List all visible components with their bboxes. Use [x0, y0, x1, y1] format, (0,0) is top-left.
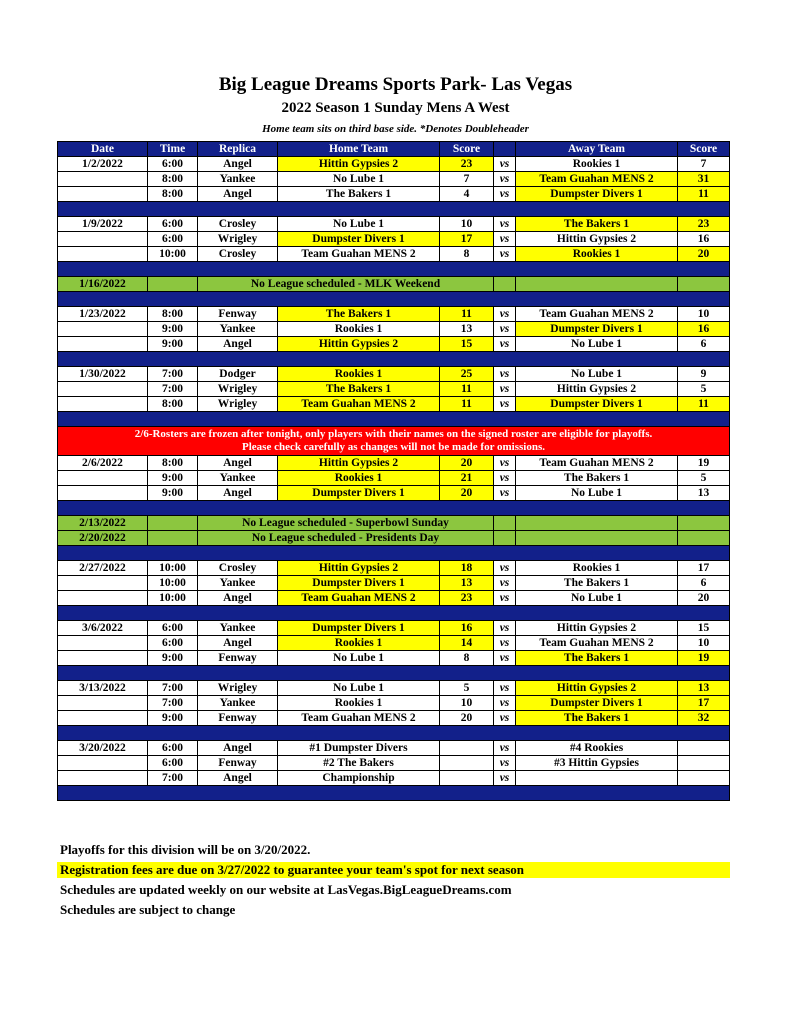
row-home-score: [440, 741, 494, 756]
row-home-score: [440, 771, 494, 786]
row-home-score: 10: [440, 217, 494, 232]
row-away-score: [678, 756, 730, 771]
row-away-team: No Lube 1: [516, 367, 678, 382]
col-home-score: Score: [440, 142, 494, 157]
row-time: 10:00: [148, 576, 198, 591]
game-row: [58, 591, 730, 606]
notice-line-2: Please check carefully as changes will not be made for omissions.: [242, 441, 545, 453]
row-home-score: 23: [440, 157, 494, 172]
row-date: [58, 337, 148, 352]
page-note: Home team sits on third base side. *Denotes Doubleheader: [262, 123, 529, 135]
row-time: 6:00: [148, 741, 198, 756]
row-away-team: #3 Hittin Gypsies: [516, 756, 678, 771]
game-row: [58, 561, 730, 576]
row-away-team: Rookies 1: [516, 247, 678, 262]
row-away-team: The Bakers 1: [516, 651, 678, 666]
row-home-team: No Lube 1: [278, 217, 440, 232]
row-date: 3/13/2022: [58, 681, 148, 696]
game-row: [58, 322, 730, 337]
row-date: [58, 187, 148, 202]
row-vs: vs: [494, 711, 516, 726]
row-away-team: Dumpster Divers 1: [516, 187, 678, 202]
row-home-team: No Lube 1: [278, 651, 440, 666]
col-vs: [494, 142, 516, 157]
row-home-score: 20: [440, 486, 494, 501]
row-vs: vs: [494, 621, 516, 636]
row-date: [58, 486, 148, 501]
row-home-score: [440, 756, 494, 771]
row-vs: vs: [494, 187, 516, 202]
row-away-score: 16: [678, 322, 730, 337]
row-home-score: 4: [440, 187, 494, 202]
row-away-score: 20: [678, 247, 730, 262]
row-replica: Angel: [198, 337, 278, 352]
row-time: 7:00: [148, 696, 198, 711]
row-away-score: 31: [678, 172, 730, 187]
row-away-score: 17: [678, 561, 730, 576]
row-home-score: 11: [440, 397, 494, 412]
row-time: 8:00: [148, 307, 198, 322]
row-home-score: 20: [440, 456, 494, 471]
row-home-score: 21: [440, 471, 494, 486]
row-time: 6:00: [148, 157, 198, 172]
row-date: 3/6/2022: [58, 621, 148, 636]
row-away-score: 5: [678, 471, 730, 486]
row-date: [58, 636, 148, 651]
game-row: [58, 307, 730, 322]
row-away-score: 9: [678, 367, 730, 382]
game-row: [58, 157, 730, 172]
row-away-score: [678, 771, 730, 786]
row-date: [58, 756, 148, 771]
game-row: [58, 711, 730, 726]
row-replica: Yankee: [198, 172, 278, 187]
row-away-team: Rookies 1: [516, 157, 678, 172]
roster-notice-row: [58, 427, 730, 456]
row-away-team: Hittin Gypsies 2: [516, 681, 678, 696]
row-home-team: No Lube 1: [278, 172, 440, 187]
row-home-score: 16: [440, 621, 494, 636]
row-away-score: 7: [678, 157, 730, 172]
game-row: [58, 367, 730, 382]
row-home-team: Rookies 1: [278, 636, 440, 651]
row-home-score: 11: [440, 382, 494, 397]
row-vs: vs: [494, 157, 516, 172]
row-away-score: 13: [678, 681, 730, 696]
row-date: [58, 232, 148, 247]
separator-row: [58, 352, 730, 367]
row-away-score: 19: [678, 456, 730, 471]
no-league-text: No League scheduled - Superbowl Sunday: [198, 516, 494, 531]
separator-row: [58, 786, 730, 801]
row-replica: Yankee: [198, 696, 278, 711]
footer-playoffs: Playoffs for this division will be on 3/20/2022.: [60, 842, 311, 857]
row-time: 10:00: [148, 247, 198, 262]
game-row: [58, 337, 730, 352]
row-away-team: #4 Rookies: [516, 741, 678, 756]
game-row: [58, 486, 730, 501]
notice-line-1: 2/6-Rosters are frozen after tonight, only players with their names on the signed roster are eligible for playoffs.: [134, 428, 653, 440]
row-home-score: 23: [440, 591, 494, 606]
row-replica: Angel: [198, 187, 278, 202]
row-time: 8:00: [148, 397, 198, 412]
row-home-score: 25: [440, 367, 494, 382]
row-away-team: Dumpster Divers 1: [516, 322, 678, 337]
row-replica: Wrigley: [198, 681, 278, 696]
game-row: [58, 172, 730, 187]
row-time: 9:00: [148, 651, 198, 666]
row-home-team: #1 Dumpster Divers: [278, 741, 440, 756]
row-vs: vs: [494, 771, 516, 786]
row-home-score: 8: [440, 247, 494, 262]
no-league-row: [58, 516, 730, 531]
row-home-score: 15: [440, 337, 494, 352]
row-date: [58, 397, 148, 412]
row-date: 3/20/2022: [58, 741, 148, 756]
col-home-team: Home Team: [278, 142, 440, 157]
row-date: [58, 382, 148, 397]
row-vs: vs: [494, 651, 516, 666]
row-away-team: Team Guahan MENS 2: [516, 172, 678, 187]
row-time: 10:00: [148, 561, 198, 576]
game-row: [58, 576, 730, 591]
game-row: [58, 471, 730, 486]
page-subtitle: 2022 Season 1 Sunday Mens A West: [281, 100, 510, 116]
row-date: 2/13/2022: [58, 516, 148, 531]
row-time: 9:00: [148, 322, 198, 337]
separator-row: [58, 546, 730, 561]
row-home-team: Hittin Gypsies 2: [278, 157, 440, 172]
separator-row: [58, 262, 730, 277]
game-row: [58, 397, 730, 412]
row-date: 1/2/2022: [58, 157, 148, 172]
row-away-score: [678, 741, 730, 756]
game-row: [58, 741, 730, 756]
row-vs: vs: [494, 471, 516, 486]
game-row: [58, 681, 730, 696]
no-league-text: No League scheduled - MLK Weekend: [198, 277, 494, 292]
no-league-text: No League scheduled - Presidents Day: [198, 531, 494, 546]
row-replica: Angel: [198, 157, 278, 172]
row-date: 1/30/2022: [58, 367, 148, 382]
row-away-score: 10: [678, 636, 730, 651]
row-away-team: No Lube 1: [516, 486, 678, 501]
row-time: 6:00: [148, 621, 198, 636]
row-date: 2/20/2022: [58, 531, 148, 546]
row-time: 6:00: [148, 232, 198, 247]
row-away-team: Dumpster Divers 1: [516, 397, 678, 412]
row-date: [58, 471, 148, 486]
separator-row: [58, 412, 730, 427]
row-away-team: Hittin Gypsies 2: [516, 621, 678, 636]
row-date: [58, 576, 148, 591]
row-date: 1/16/2022: [58, 277, 148, 292]
row-vs: vs: [494, 576, 516, 591]
row-replica: Yankee: [198, 576, 278, 591]
row-vs: vs: [494, 307, 516, 322]
row-away-score: 19: [678, 651, 730, 666]
separator-row: [58, 501, 730, 516]
row-home-score: 20: [440, 711, 494, 726]
row-away-score: 6: [678, 576, 730, 591]
separator-row: [58, 666, 730, 681]
row-vs: vs: [494, 322, 516, 337]
row-time: 7:00: [148, 771, 198, 786]
row-date: [58, 247, 148, 262]
row-away-team: The Bakers 1: [516, 217, 678, 232]
row-home-score: 13: [440, 576, 494, 591]
row-date: 1/9/2022: [58, 217, 148, 232]
row-home-score: 8: [440, 651, 494, 666]
row-away-score: 32: [678, 711, 730, 726]
row-home-team: Rookies 1: [278, 322, 440, 337]
row-replica: Wrigley: [198, 232, 278, 247]
row-away-team: Hittin Gypsies 2: [516, 232, 678, 247]
row-home-score: 11: [440, 307, 494, 322]
col-away-score: Score: [678, 142, 730, 157]
row-date: [58, 711, 148, 726]
row-away-team: The Bakers 1: [516, 471, 678, 486]
row-away-team: The Bakers 1: [516, 576, 678, 591]
row-replica: Fenway: [198, 651, 278, 666]
row-replica: Angel: [198, 636, 278, 651]
row-home-team: #2 The Bakers: [278, 756, 440, 771]
row-away-score: 20: [678, 591, 730, 606]
row-home-team: Championship: [278, 771, 440, 786]
row-away-score: 10: [678, 307, 730, 322]
row-home-score: 13: [440, 322, 494, 337]
row-time: 9:00: [148, 337, 198, 352]
row-vs: vs: [494, 456, 516, 471]
row-vs: vs: [494, 756, 516, 771]
row-away-score: 6: [678, 337, 730, 352]
row-home-score: 7: [440, 172, 494, 187]
row-away-score: 5: [678, 382, 730, 397]
row-away-team: [516, 771, 678, 786]
row-home-score: 17: [440, 232, 494, 247]
game-row: [58, 756, 730, 771]
game-row: [58, 456, 730, 471]
row-away-score: 17: [678, 696, 730, 711]
row-replica: Fenway: [198, 711, 278, 726]
row-away-team: No Lube 1: [516, 337, 678, 352]
row-replica: Fenway: [198, 756, 278, 771]
game-row: [58, 382, 730, 397]
separator-row: [58, 726, 730, 741]
row-home-team: Rookies 1: [278, 367, 440, 382]
row-replica: Wrigley: [198, 397, 278, 412]
row-home-team: Dumpster Divers 1: [278, 486, 440, 501]
no-league-row: [58, 277, 730, 292]
row-away-score: 11: [678, 187, 730, 202]
row-time: 6:00: [148, 636, 198, 651]
col-replica: Replica: [198, 142, 278, 157]
row-vs: vs: [494, 232, 516, 247]
schedule-table: [57, 141, 730, 801]
footer-registration: Registration fees are due on 3/27/2022 to guarantee your team's spot for next season: [57, 862, 730, 878]
row-time: 8:00: [148, 187, 198, 202]
row-home-team: Team Guahan MENS 2: [278, 711, 440, 726]
row-replica: Angel: [198, 456, 278, 471]
row-home-score: 14: [440, 636, 494, 651]
row-time: 10:00: [148, 591, 198, 606]
row-home-team: Team Guahan MENS 2: [278, 247, 440, 262]
row-home-team: The Bakers 1: [278, 382, 440, 397]
separator-row: [58, 202, 730, 217]
row-time: 9:00: [148, 711, 198, 726]
row-time: 6:00: [148, 217, 198, 232]
row-vs: vs: [494, 382, 516, 397]
page-title: Big League Dreams Sports Park- Las Vegas: [218, 74, 573, 95]
schedule-body: [58, 157, 730, 801]
row-time: 7:00: [148, 681, 198, 696]
row-home-team: Team Guahan MENS 2: [278, 591, 440, 606]
row-date: [58, 651, 148, 666]
game-row: [58, 696, 730, 711]
row-time: 8:00: [148, 456, 198, 471]
col-date: Date: [58, 142, 148, 157]
row-replica: Angel: [198, 591, 278, 606]
row-away-team: Team Guahan MENS 2: [516, 456, 678, 471]
row-home-team: Hittin Gypsies 2: [278, 337, 440, 352]
row-home-team: Rookies 1: [278, 471, 440, 486]
row-vs: vs: [494, 696, 516, 711]
row-time: 7:00: [148, 382, 198, 397]
row-home-team: Dumpster Divers 1: [278, 232, 440, 247]
row-away-team: The Bakers 1: [516, 711, 678, 726]
row-home-team: The Bakers 1: [278, 307, 440, 322]
separator-row: [58, 606, 730, 621]
game-row: [58, 247, 730, 262]
row-date: [58, 172, 148, 187]
game-row: [58, 232, 730, 247]
no-league-row: [58, 531, 730, 546]
row-home-score: 5: [440, 681, 494, 696]
game-row: [58, 217, 730, 232]
row-away-team: Hittin Gypsies 2: [516, 382, 678, 397]
row-time: 8:00: [148, 172, 198, 187]
row-vs: vs: [494, 217, 516, 232]
row-vs: vs: [494, 397, 516, 412]
row-home-team: No Lube 1: [278, 681, 440, 696]
footer-change: Schedules are subject to change: [60, 902, 236, 917]
row-date: [58, 696, 148, 711]
row-home-score: 10: [440, 696, 494, 711]
header-row: [58, 142, 730, 157]
row-replica: Angel: [198, 486, 278, 501]
row-date: [58, 322, 148, 337]
row-replica: Dodger: [198, 367, 278, 382]
row-away-score: 16: [678, 232, 730, 247]
row-vs: vs: [494, 247, 516, 262]
row-home-team: Rookies 1: [278, 696, 440, 711]
row-away-team: Dumpster Divers 1: [516, 696, 678, 711]
row-home-team: Hittin Gypsies 2: [278, 456, 440, 471]
game-row: [58, 187, 730, 202]
row-replica: Crosley: [198, 217, 278, 232]
row-replica: Wrigley: [198, 382, 278, 397]
row-away-score: 11: [678, 397, 730, 412]
row-vs: vs: [494, 337, 516, 352]
row-replica: Yankee: [198, 621, 278, 636]
row-home-team: Hittin Gypsies 2: [278, 561, 440, 576]
row-home-team: Dumpster Divers 1: [278, 621, 440, 636]
row-date: [58, 771, 148, 786]
footer-updated: Schedules are updated weekly on our website at LasVegas.BigLeagueDreams.com: [60, 882, 512, 897]
row-replica: Crosley: [198, 561, 278, 576]
row-away-team: Team Guahan MENS 2: [516, 636, 678, 651]
col-time: Time: [148, 142, 198, 157]
row-away-score: 15: [678, 621, 730, 636]
game-row: [58, 636, 730, 651]
row-date: 2/6/2022: [58, 456, 148, 471]
row-home-team: Team Guahan MENS 2: [278, 397, 440, 412]
row-vs: vs: [494, 561, 516, 576]
row-home-team: Dumpster Divers 1: [278, 576, 440, 591]
row-vs: vs: [494, 172, 516, 187]
row-time: 7:00: [148, 367, 198, 382]
row-home-score: 18: [440, 561, 494, 576]
row-replica: Angel: [198, 741, 278, 756]
row-replica: Fenway: [198, 307, 278, 322]
row-away-team: Team Guahan MENS 2: [516, 307, 678, 322]
game-row: [58, 621, 730, 636]
row-replica: Yankee: [198, 471, 278, 486]
col-away-team: Away Team: [516, 142, 678, 157]
row-vs: vs: [494, 486, 516, 501]
row-replica: Yankee: [198, 322, 278, 337]
row-date: [58, 591, 148, 606]
row-time: 6:00: [148, 756, 198, 771]
row-time: 9:00: [148, 471, 198, 486]
separator-row: [58, 292, 730, 307]
row-vs: vs: [494, 741, 516, 756]
row-date: 2/27/2022: [58, 561, 148, 576]
row-away-score: 23: [678, 217, 730, 232]
row-vs: vs: [494, 681, 516, 696]
game-row: [58, 771, 730, 786]
row-vs: vs: [494, 367, 516, 382]
row-vs: vs: [494, 636, 516, 651]
row-away-team: No Lube 1: [516, 591, 678, 606]
row-replica: Crosley: [198, 247, 278, 262]
game-row: [58, 651, 730, 666]
row-home-team: The Bakers 1: [278, 187, 440, 202]
row-away-score: 13: [678, 486, 730, 501]
row-time: 9:00: [148, 486, 198, 501]
row-date: 1/23/2022: [58, 307, 148, 322]
row-away-team: Rookies 1: [516, 561, 678, 576]
row-vs: vs: [494, 591, 516, 606]
row-replica: Angel: [198, 771, 278, 786]
